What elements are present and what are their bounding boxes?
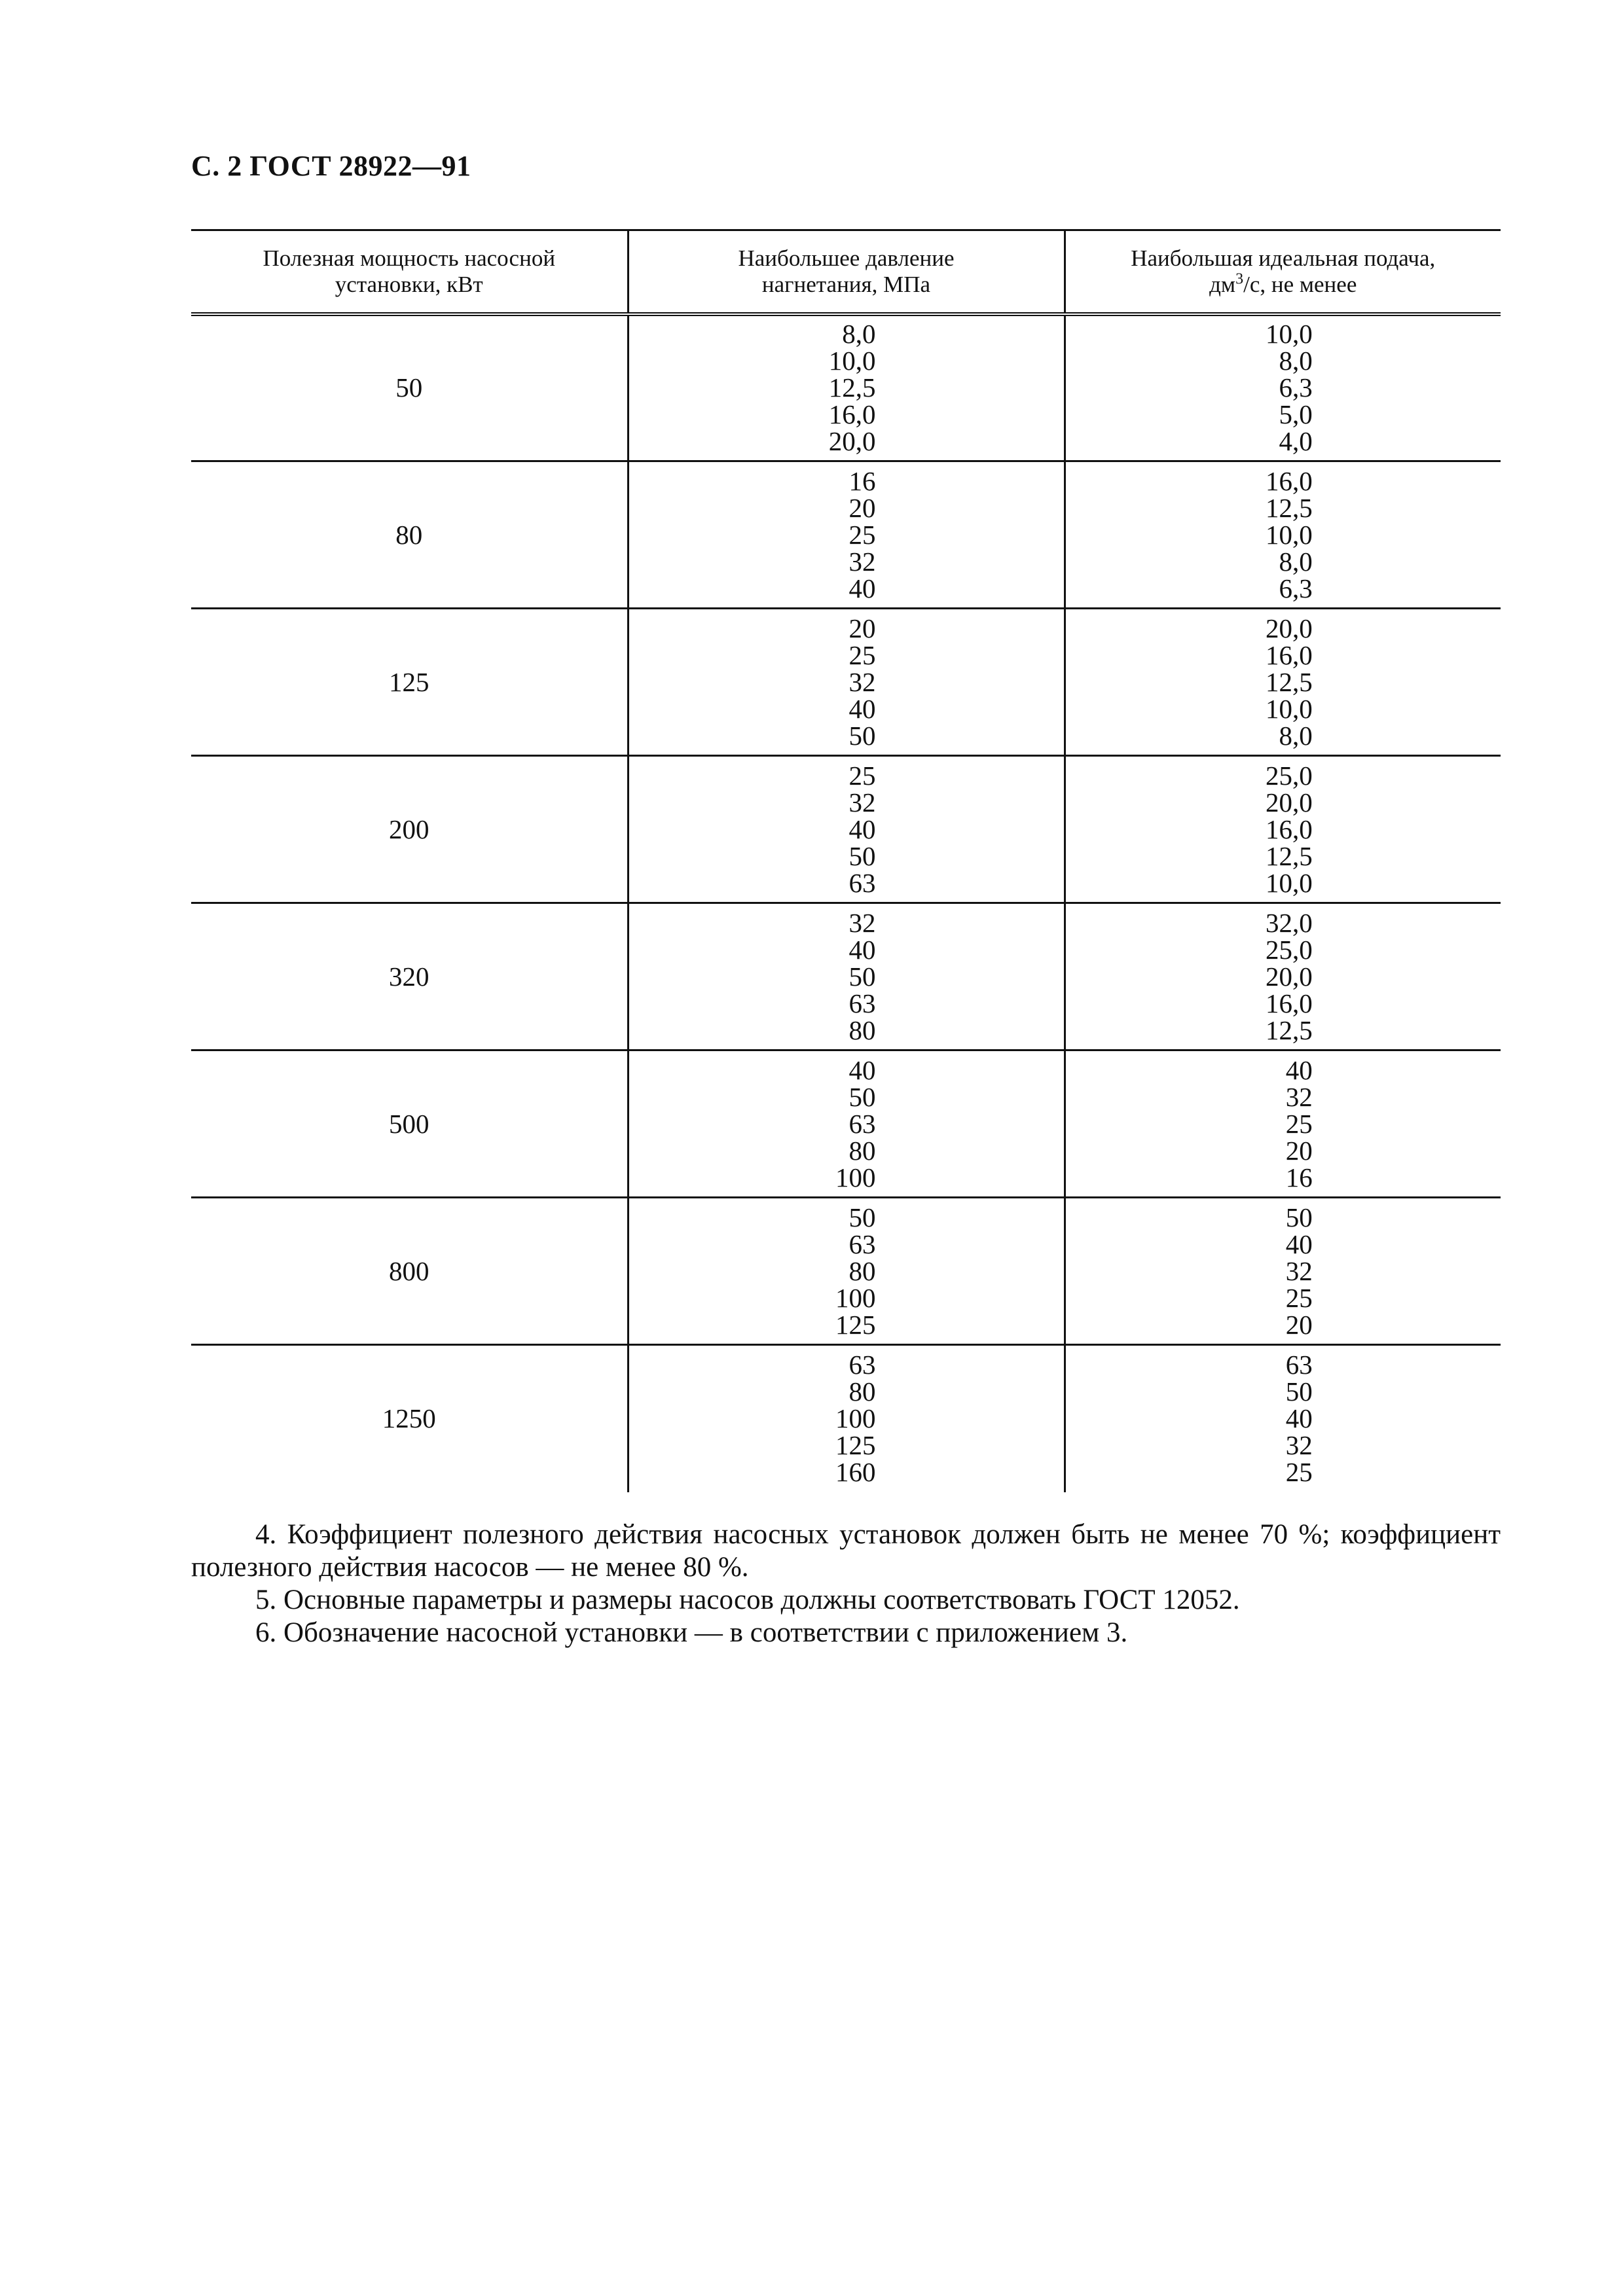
pressure-cell [628,903,1065,1050]
table-row [191,461,1501,609]
paragraph-designation: 6. Обозначение насосной установки — в соответствии с приложением 3. [255,1617,1128,1648]
flow-value: 8,0 [1279,720,1313,751]
flow-value: 50 [1285,1376,1313,1407]
flow-value: 10,0 [1266,519,1313,550]
pressure-value: 63 [848,988,876,1018]
pressure-value: 63 [848,1229,876,1259]
column-header-line: установки, кВт [335,271,483,297]
power-cell: 80 [191,461,628,609]
power-cell: 200 [191,756,628,903]
pressure-values [817,907,876,1045]
pressure-value: 80 [848,1014,876,1045]
pressure-values [817,1352,876,1486]
flow-cell [1065,1345,1501,1492]
pressure-cell [628,1198,1065,1345]
pressure-values [817,321,876,455]
flow-cell [1065,756,1501,903]
pressure-value: 16,0 [828,399,876,430]
pressure-value: 20 [848,613,876,643]
column-header-flow [1065,230,1501,314]
flow-value: 40 [1285,1229,1313,1259]
power-cell: 50 [395,372,423,403]
flow-values [1254,762,1313,897]
flow-value: 6,3 [1279,372,1313,403]
pressure-value: 50 [848,1202,876,1232]
pressure-value: 32 [848,546,876,577]
power-cell: 800 [191,1198,628,1345]
pressure-value: 50 [848,840,876,871]
pressure-value: 63 [848,867,876,898]
pressure-value: 50 [848,1081,876,1112]
pressure-value: 10,0 [828,346,876,376]
pressure-cell [628,1345,1065,1492]
flow-value: 16,0 [1266,465,1313,496]
pressure-value: 40 [848,934,876,965]
pressure-value: 80 [848,1255,876,1286]
pressure-values [817,465,876,603]
power-cell: 1250 [191,1345,628,1492]
flow-value: 40 [1285,1054,1313,1085]
flow-value: 20 [1285,1135,1313,1166]
pressure-value: 50 [848,720,876,751]
column-header-line: Наибольшее давление [738,245,955,271]
power-cell: 500 [191,1050,628,1198]
flow-value: 25 [1285,1457,1313,1488]
pressure-value: 8,0 [842,319,876,350]
flow-cell [1065,1198,1501,1345]
flow-value: 12,5 [1266,666,1313,697]
table-row [191,314,1501,461]
table-body [191,314,1501,1492]
pressure-value: 50 [848,961,876,992]
flow-values [1254,1054,1313,1193]
pressure-value: 80 [848,1376,876,1407]
pressure-cell [628,314,1065,461]
flow-value: 40 [1285,1403,1313,1434]
pressure-value: 25 [848,639,876,670]
flow-value: 25,0 [1266,934,1313,965]
flow-values [1254,907,1313,1045]
flow-value: 12,5 [1266,492,1313,523]
body-text [191,1518,1501,1649]
pressure-value: 100 [835,1282,876,1313]
pressure-value: 100 [835,1162,876,1193]
flow-value: 8,0 [1279,546,1313,577]
flow-cell [1065,609,1501,756]
flow-value: 12,5 [1266,1014,1313,1045]
table-header-row [191,230,1501,314]
table-row [191,903,1501,1050]
pressure-value: 32 [848,666,876,697]
pressure-value: 25 [848,760,876,791]
flow-cell [1065,314,1501,461]
flow-values [1254,321,1313,455]
flow-value: 63 [1285,1350,1313,1380]
flow-values [1254,1352,1313,1486]
pressure-values [817,615,876,749]
flow-value: 5,0 [1279,399,1313,430]
pressure-value: 80 [848,1135,876,1166]
parameters-table [191,229,1501,1492]
column-header-power [191,230,628,314]
flow-value: 32 [1285,1081,1313,1112]
flow-value: 32,0 [1266,907,1313,938]
pressure-value: 160 [835,1457,876,1488]
pressure-value: 40 [848,573,876,603]
pressure-values [817,1204,876,1338]
pressure-value: 40 [848,693,876,724]
column-header-line: Полезная мощность насосной [263,245,556,271]
column-header-line: Наибольшая идеальная подача, [1131,245,1436,271]
column-header-pressure [628,230,1065,314]
flow-value: 25 [1285,1108,1313,1139]
flow-value: 16,0 [1266,814,1313,844]
table-row [191,609,1501,756]
flow-value: 12,5 [1266,840,1313,871]
power-cell: 125 [191,609,628,756]
page-header: С. 2 ГОСТ 28922—91 [191,150,471,182]
flow-value: 20,0 [1266,613,1313,643]
flow-value: 20,0 [1266,961,1313,992]
pressure-value: 40 [848,814,876,844]
column-header-unit-superscript: 3 [1235,270,1244,288]
flow-values [1254,465,1313,603]
pressure-value: 40 [848,1054,876,1085]
pressure-value: 63 [848,1108,876,1139]
column-header-line: нагнетания, МПа [761,271,931,297]
table-row [191,1345,1501,1492]
flow-cell [1065,903,1501,1050]
flow-value: 32 [1285,1255,1313,1286]
flow-value: 50 [1285,1202,1313,1232]
pressure-value: 63 [848,1350,876,1380]
flow-value: 20 [1285,1309,1313,1340]
flow-values [1254,1204,1313,1338]
pressure-value: 20,0 [828,426,876,457]
column-header-unit-suffix: /с, не менее [1243,271,1357,297]
pressure-value: 16 [848,465,876,496]
pressure-values [817,1054,876,1193]
flow-cell [1065,461,1501,609]
pressure-cell [628,609,1065,756]
flow-value: 10,0 [1266,867,1313,898]
flow-value: 16 [1285,1162,1313,1193]
pressure-cell [628,461,1065,609]
power-cell: 320 [191,903,628,1050]
column-header-unit-prefix: дм [1209,271,1236,297]
flow-value: 25,0 [1266,760,1313,791]
flow-values [1254,615,1313,749]
pressure-value: 125 [835,1430,876,1461]
flow-value: 4,0 [1279,426,1313,457]
table-row [191,756,1501,903]
flow-cell [1065,1050,1501,1198]
pressure-value: 32 [848,907,876,938]
pressure-cell [628,756,1065,903]
pressure-value: 25 [848,519,876,550]
pressure-value: 12,5 [828,372,876,403]
flow-value: 8,0 [1279,346,1313,376]
flow-value: 20,0 [1266,787,1313,817]
paragraph-dimensions: 5. Основные параметры и размеры насосов должны соответствовать ГОСТ 12052. [255,1585,1240,1615]
pressure-values [817,762,876,897]
flow-value: 16,0 [1266,988,1313,1018]
table-row [191,1198,1501,1345]
flow-value: 10,0 [1266,693,1313,724]
pressure-value: 100 [835,1403,876,1434]
pressure-cell [628,1050,1065,1198]
pressure-value: 20 [848,492,876,523]
paragraph-efficiency: 4. Коэффициент полезного действия насосных установок должен быть не менее 70 %; коэффициент полезного действия насосов — не менее 80 %. [191,1519,1501,1583]
flow-value: 10,0 [1266,319,1313,350]
pressure-value: 125 [835,1309,876,1340]
pressure-value: 32 [848,787,876,817]
flow-value: 16,0 [1266,639,1313,670]
table-row [191,1050,1501,1198]
flow-value: 32 [1285,1430,1313,1461]
flow-value: 25 [1285,1282,1313,1313]
flow-value: 6,3 [1279,573,1313,603]
